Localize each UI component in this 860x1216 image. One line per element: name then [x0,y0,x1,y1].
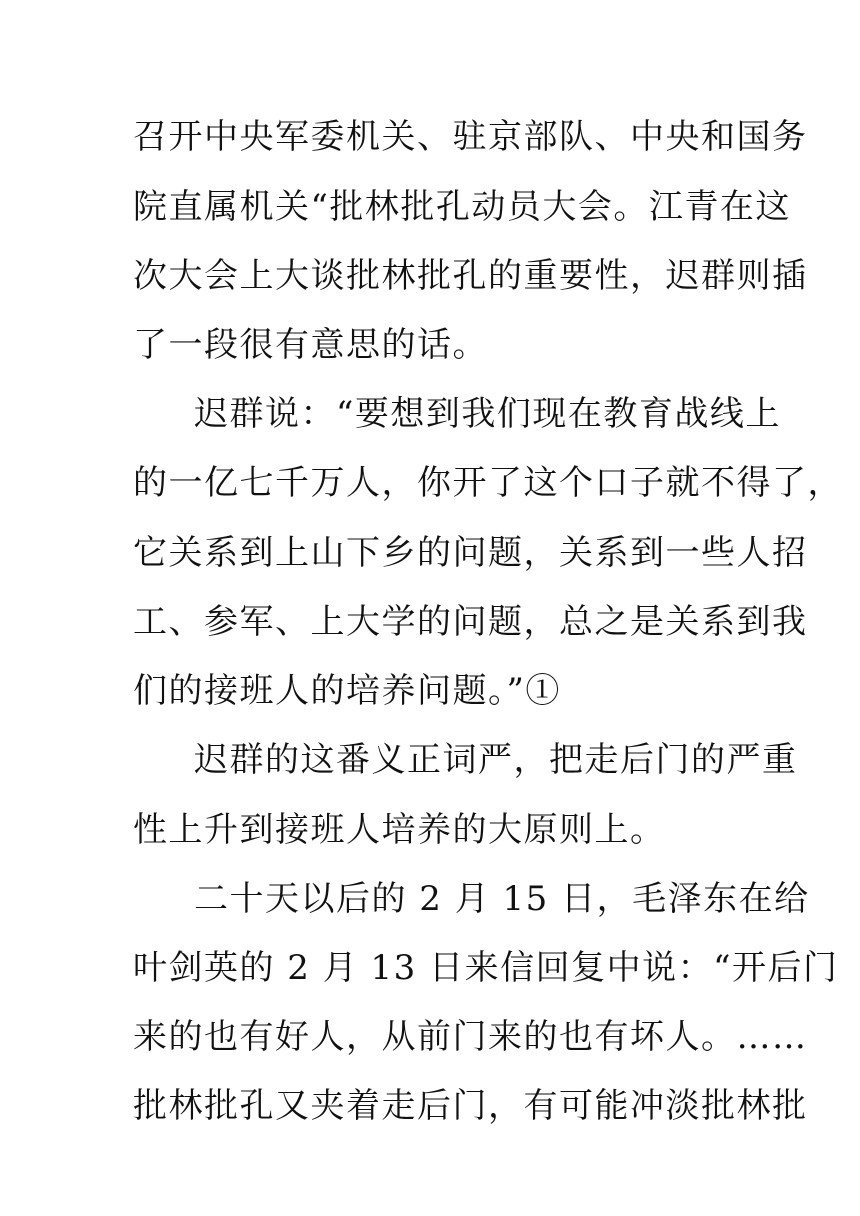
text-line: 叶剑英的 2 月 13 日来信回复中说：“开后门 [133,948,839,988]
paragraph-start-line: 二十天以后的 2 月 15 日，毛泽东在给 [194,879,810,919]
text-line: 院直属机关“批林批孔动员大会。江青在这 [133,187,791,227]
text-line: 次大会上大谈批林批孔的重要性，迟群则插 [133,256,808,296]
text-line: 工、参军、上大学的问题，总之是关系到我 [133,602,808,642]
paragraph-start-line: 迟群说：“要想到我们现在教育战线上 [194,394,781,434]
text-line: 来的也有好人，从前门来的也有坏人。…… [133,1017,808,1057]
text-line: 它关系到上山下乡的问题，关系到一些人招 [133,533,808,573]
text-line: 的一亿七千万人，你开了这个口子就不得了， [133,463,843,503]
text-line: 召开中央军委机关、驻京部队、中央和国务 [133,117,808,157]
text-line: 性上升到接班人培养的大原则上。 [133,810,666,850]
text-line: 批林批孔又夹着走后门，有可能冲淡批林批 [133,1086,808,1126]
text-line: 了一段很有意思的话。 [133,325,488,365]
text-line: 们的接班人的培养问题。”① [133,671,561,711]
paragraph-start-line: 迟群的这番义正词严，把走后门的严重 [194,740,798,780]
